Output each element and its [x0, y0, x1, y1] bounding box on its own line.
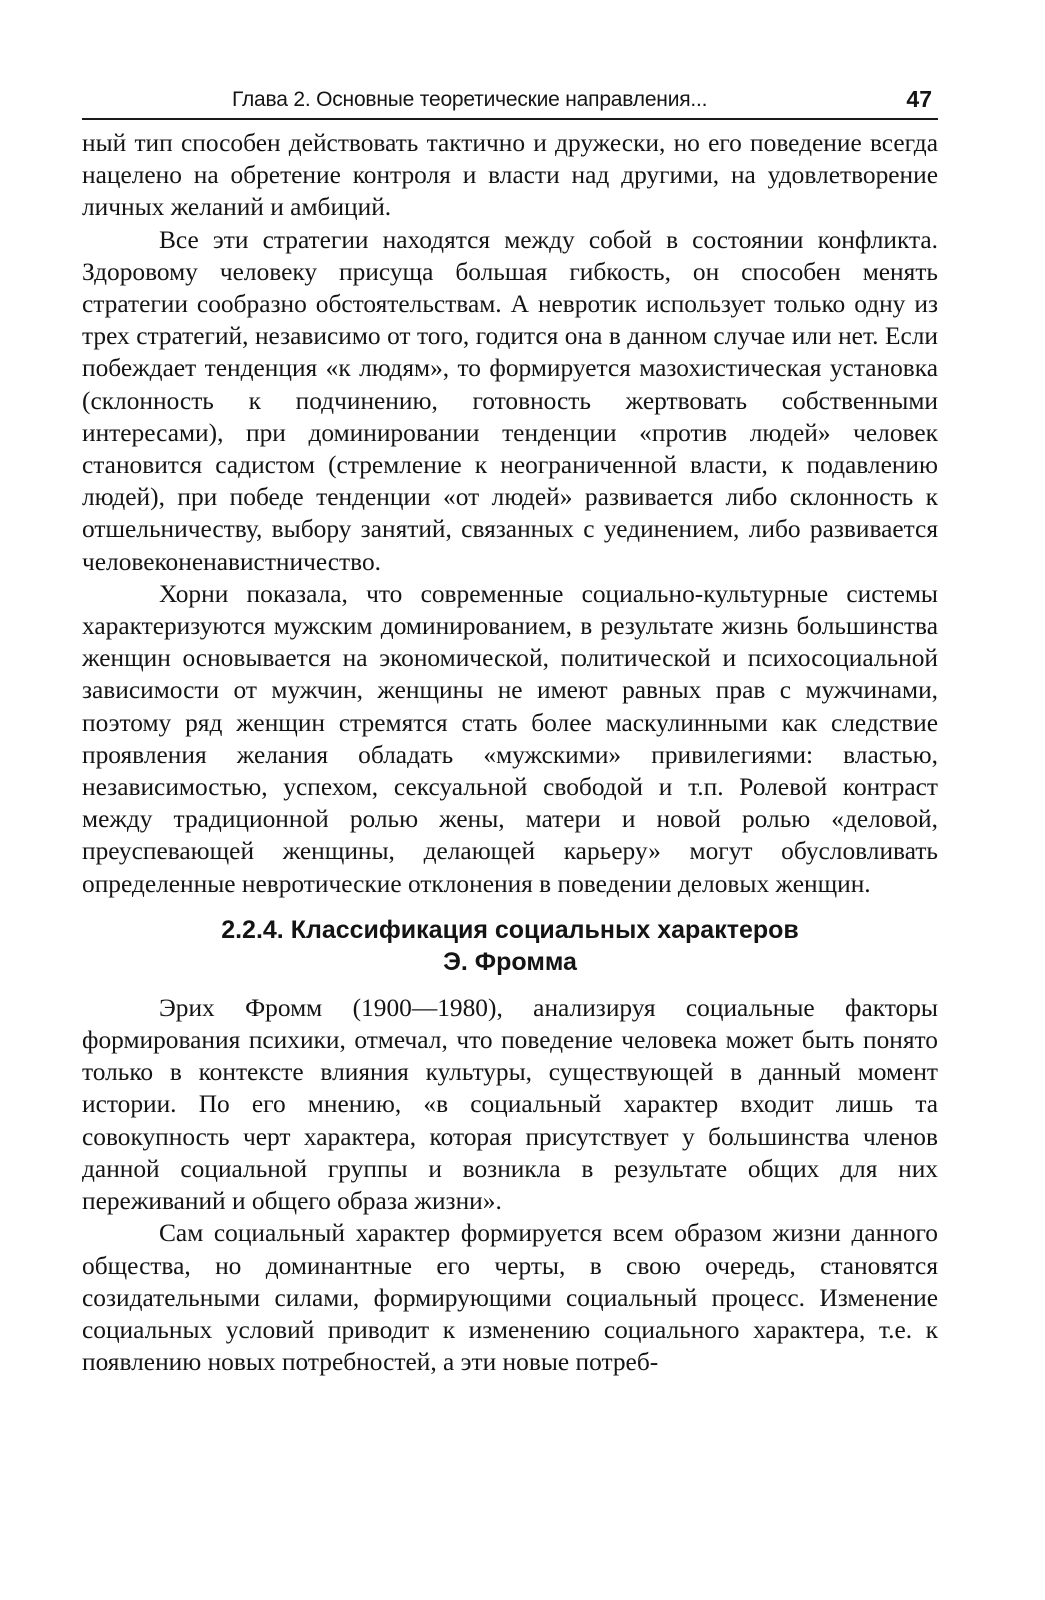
section-heading — [82, 914, 938, 978]
page-number: 47 — [906, 86, 932, 112]
running-header — [82, 84, 938, 120]
book-page — [82, 84, 938, 1378]
paragraph: Эрих Фромм (1900—1980), анализируя социальные факторы формирования психики, отмечал, что поведение человека может быть понято только в контексте влияния культуры, существующей в данный момент истории. По его мнению, «в социальный характер входит лишь та совокупность черт характера, которая присутствует у большинства членов данной социальной группы и возникла в результате общих для них переживаний и общего образа жизни». — [82, 993, 938, 1216]
paragraph-continuation: ный тип способен действовать тактично и дружески, но его поведение всегда нацелено на обретение контроля и власти над другими, на удовлетворение личных желаний и амбиций. — [82, 129, 938, 222]
section-heading-line: 2.2.4. Классификация социальных характеров — [221, 915, 799, 944]
section-heading-line: Э. Фромма — [443, 947, 577, 976]
page-body — [82, 127, 938, 1378]
chapter-title: Глава 2. Основные теоретические направления... — [232, 88, 708, 111]
paragraph: Хорни показала, что современные социально-культурные системы характеризуются мужским доминированием, в результате жизнь большинства женщин основывается на экономической, политической и психосоциальной зависимости от мужчин, женщины не имеют равных прав с мужчинами, поэтому ряд женщин стремятся стать более маскулинными как следствие проявления желания обладать «мужскими» привилегиями: властью, независимостью, успехом, сексуальной свободой и т.п. Ролевой контраст между традиционной ролью жены, матери и новой ролью «деловой, преуспевающей женщины, делающей карьеру» могут обусловливать определенные невротические отклонения в поведении деловых женщин. — [82, 579, 938, 898]
paragraph: Сам социальный характер формируется всем образом жизни данного общества, но доминантные его черты, в свою очередь, становятся созидательными силами, формирующими социальный процесс. Изменение социальных условий приводит к изменению социального характера, т.е. к появлению новых потребностей, а эти новые потреб- — [82, 1219, 938, 1377]
paragraph: Все эти стратегии находятся между собой в состоянии конфликта. Здоровому человеку присуща большая гибкость, он способен менять стратегии сообразно обстоятельствам. А невротик использует только одну из трех стратегий, независимо от того, годится она в данном случае или нет. Если побеждает тенденция «к людям», то формируется мазохистическая установка (склонность к подчинению, готовность жертвовать собственными интересами), при доминировании тенденции «против людей» человек становится садистом (стремление к неограниченной власти, к подавлению людей), при победе тенденции «от людей» развивается либо склонность к отшельничеству, выбору занятий, связанных с уединением, либо развивается человеконенавистничество. — [82, 225, 938, 576]
